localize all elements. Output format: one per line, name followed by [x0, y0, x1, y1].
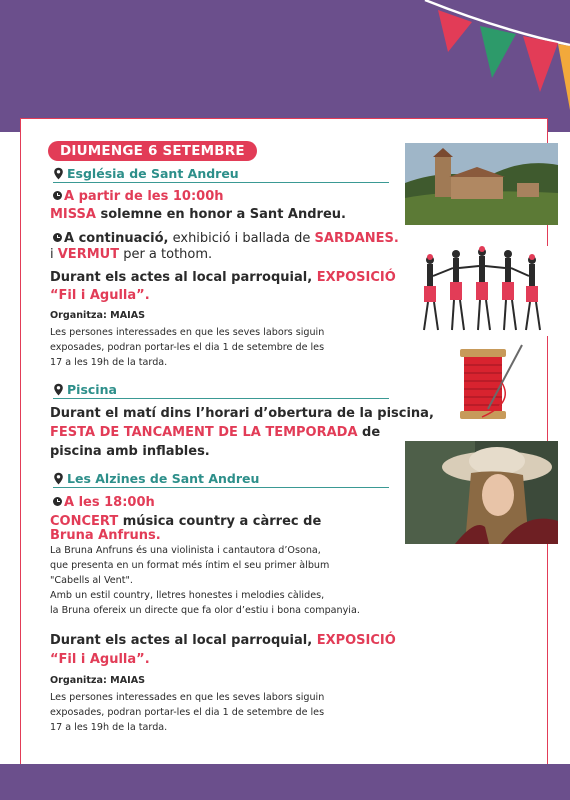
organizer-label: Organitza: MAIAS: [50, 310, 146, 321]
concert-description: La Bruna Anfruns és una violinista i cantautora d’Osona, que presenta en un format més íntim el seu primer àlbum "Cabells al Vent". Amb un estil country, lletres honestes i melodies càlides, la Bruna ofereix un directe que fa olor d’estiu i bona companyia.: [50, 545, 360, 616]
exposicio-line: Durant els actes al local parroquial, EXPOSICIÓ: [50, 633, 396, 648]
organizer-note: Les persones interessades en que les seves labors siguin exposades, podran portar-les el dia 1 de setembre de les 17 a les 19h de la tarda.: [50, 692, 325, 733]
venue-heading-piscina: [53, 382, 117, 397]
singer-photo: [405, 441, 558, 544]
map-pin-icon: [53, 383, 64, 396]
day-title: DIUMENGE 6 SETEMBRE: [48, 141, 257, 161]
clock-icon: [53, 233, 62, 242]
bunting-decoration: [330, 0, 570, 132]
piscina-line1: Durant el matí dins l’horari d’obertura de la piscina,: [50, 406, 434, 421]
organizer-label: Organitza: MAIAS: [50, 675, 146, 686]
map-pin-icon: [53, 472, 64, 485]
venue-heading-alzines: [53, 471, 259, 486]
venue-name: Piscina: [67, 382, 117, 397]
map-pin-icon: [53, 167, 64, 180]
vermut-line: i VERMUT per a tothom.: [50, 247, 213, 262]
venue-divider: [53, 487, 389, 488]
venue-divider: [53, 182, 389, 183]
concert-line: CONCERT música country a càrrec de: [50, 514, 322, 529]
church-photo: [405, 143, 558, 225]
footer-band: [0, 764, 570, 800]
sardanes-line: A continuació, exhibició i ballada de SARDANES.: [53, 230, 399, 247]
venue-heading-esglesia: [53, 166, 239, 181]
venue-name: Església de Sant Andreu: [67, 166, 239, 181]
piscina-line3: piscina amb inflables.: [50, 444, 210, 459]
thread-spool-illustration: [452, 343, 524, 427]
organizer-note: Les persones interessades en que les seves labors siguin exposades, podran portar-les el dia 1 de setembre de les 17 a les 19h de la tarda.: [50, 327, 325, 368]
venue-name: Les Alzines de Sant Andreu: [67, 471, 260, 486]
venue-divider: [53, 398, 389, 399]
missa-line: MISSA solemne en honor a Sant Andreu.: [50, 207, 346, 222]
clock-icon: [53, 497, 62, 506]
piscina-line2: FESTA DE TANCAMENT DE LA TEMPORADA de: [50, 425, 381, 440]
clock-icon: [53, 191, 62, 200]
artist-name: Bruna Anfruns.: [50, 528, 161, 543]
event-time: A partir de les 10:00h: [53, 188, 224, 205]
sardana-dancers-illustration: [412, 246, 548, 336]
event-time: A les 18:00h: [53, 494, 155, 511]
exposicio-name: “Fil i Agulla”.: [50, 288, 150, 303]
exposicio-name: “Fil i Agulla”.: [50, 652, 150, 667]
exposicio-line: Durant els actes al local parroquial, EXPOSICIÓ: [50, 270, 396, 285]
